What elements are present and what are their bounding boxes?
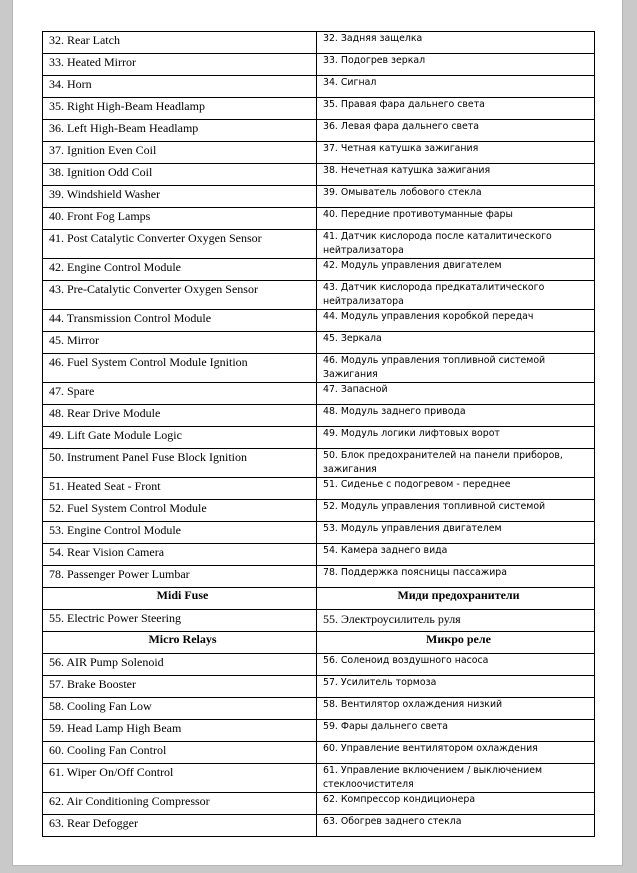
fuse-name-ru bbox=[317, 383, 595, 405]
fuse-name-ru-text: 53. Модуль управления двигателем bbox=[323, 523, 502, 534]
fuse-name-ru bbox=[317, 405, 595, 427]
fuse-name-ru bbox=[317, 522, 595, 544]
table-row bbox=[43, 815, 595, 837]
fuse-name-en: 50. Instrument Panel Fuse Block Ignition bbox=[43, 449, 317, 478]
table-row bbox=[43, 478, 595, 500]
table-row bbox=[43, 259, 595, 281]
table-row bbox=[43, 764, 595, 793]
fuse-name-ru bbox=[317, 281, 595, 310]
fuse-name-ru-text: 59. Фары дальнего света bbox=[323, 721, 448, 732]
fuse-name-en: 32. Rear Latch bbox=[43, 32, 317, 54]
fuse-name-en: 57. Brake Booster bbox=[43, 676, 317, 698]
fuse-name-en: 53. Engine Control Module bbox=[43, 522, 317, 544]
table-row bbox=[43, 742, 595, 764]
fuse-name-ru bbox=[317, 676, 595, 698]
table-row bbox=[43, 54, 595, 76]
fuse-table bbox=[42, 31, 595, 837]
table-row bbox=[43, 98, 595, 120]
section-title-ru bbox=[317, 632, 595, 654]
fuse-name-ru-text: 56. Соленоид воздушного насоса bbox=[323, 655, 489, 666]
section-title-en: Micro Relays bbox=[43, 632, 317, 654]
table-row bbox=[43, 720, 595, 742]
fuse-name-en: 35. Right High-Beam Headlamp bbox=[43, 98, 317, 120]
fuse-name-ru-text: 52. Модуль управления топливной системой bbox=[323, 501, 546, 512]
table-row bbox=[43, 120, 595, 142]
document-page bbox=[12, 0, 623, 866]
fuse-name-ru-text: 54. Камера заднего вида bbox=[323, 545, 448, 556]
fuse-name-ru bbox=[317, 815, 595, 837]
table-row bbox=[43, 32, 595, 54]
fuse-name-ru-text: 49. Модуль логики лифтовых ворот bbox=[323, 428, 500, 439]
fuse-name-ru-text: 36. Левая фара дальнего света bbox=[323, 121, 479, 132]
fuse-name-ru bbox=[317, 310, 595, 332]
fuse-name-ru-text: 50. Блок предохранителей на панели приборов, зажигания bbox=[323, 450, 563, 475]
table-row bbox=[43, 676, 595, 698]
fuse-name-en: 78. Passenger Power Lumbar bbox=[43, 566, 317, 588]
fuse-name-en: 44. Transmission Control Module bbox=[43, 310, 317, 332]
fuse-name-ru-text: 37. Четная катушка зажигания bbox=[323, 143, 479, 154]
table-row bbox=[43, 383, 595, 405]
fuse-name-ru bbox=[317, 332, 595, 354]
fuse-name-ru-text: 42. Модуль управления двигателем bbox=[323, 260, 502, 271]
fuse-name-en: 54. Rear Vision Camera bbox=[43, 544, 317, 566]
fuse-name-ru bbox=[317, 32, 595, 54]
section-title-en: Midi Fuse bbox=[43, 588, 317, 610]
table-row bbox=[43, 405, 595, 427]
fuse-name-ru bbox=[317, 742, 595, 764]
fuse-name-ru-text: 43. Датчик кислорода предкаталитического нейтрализатора bbox=[323, 282, 545, 307]
table-row bbox=[43, 610, 595, 632]
table-row bbox=[43, 164, 595, 186]
fuse-name-ru bbox=[317, 544, 595, 566]
table-row bbox=[43, 310, 595, 332]
fuse-name-ru-text: 47. Запасной bbox=[323, 384, 388, 395]
fuse-name-en: 63. Rear Defogger bbox=[43, 815, 317, 837]
table-row bbox=[43, 208, 595, 230]
fuse-name-ru-text: 63. Обогрев заднего стекла bbox=[323, 816, 462, 827]
fuse-name-en: 46. Fuel System Control Module Ignition bbox=[43, 354, 317, 383]
fuse-name-en: 51. Heated Seat - Front bbox=[43, 478, 317, 500]
fuse-name-en: 34. Horn bbox=[43, 76, 317, 98]
fuse-name-en: 55. Electric Power Steering bbox=[43, 610, 317, 632]
table-row bbox=[43, 332, 595, 354]
fuse-name-ru-text: 60. Управление вентилятором охлаждения bbox=[323, 743, 538, 754]
fuse-name-en: 52. Fuel System Control Module bbox=[43, 500, 317, 522]
table-row bbox=[43, 142, 595, 164]
section-header-row bbox=[43, 632, 595, 654]
fuse-name-ru bbox=[317, 230, 595, 259]
table-row bbox=[43, 427, 595, 449]
fuse-name-ru-text: 39. Омыватель лобового стекла bbox=[323, 187, 482, 198]
fuse-name-en: 40. Front Fog Lamps bbox=[43, 208, 317, 230]
table-row bbox=[43, 76, 595, 98]
fuse-name-ru bbox=[317, 566, 595, 588]
fuse-name-ru bbox=[317, 76, 595, 98]
fuse-table-body bbox=[43, 32, 595, 837]
fuse-name-ru bbox=[317, 98, 595, 120]
fuse-name-en: 61. Wiper On/Off Control bbox=[43, 764, 317, 793]
fuse-name-ru-text: 48. Модуль заднего привода bbox=[323, 406, 466, 417]
fuse-name-en: 47. Spare bbox=[43, 383, 317, 405]
table-row bbox=[43, 186, 595, 208]
fuse-name-en: 60. Cooling Fan Control bbox=[43, 742, 317, 764]
fuse-name-ru bbox=[317, 764, 595, 793]
fuse-name-ru bbox=[317, 354, 595, 383]
table-row bbox=[43, 522, 595, 544]
fuse-name-ru-text: 38. Нечетная катушка зажигания bbox=[323, 165, 491, 176]
fuse-name-ru-text: 61. Управление включением / выключением стеклоочистителя bbox=[323, 765, 543, 790]
fuse-name-ru bbox=[317, 164, 595, 186]
fuse-name-ru-text: 51. Сиденье с подогревом - переднее bbox=[323, 479, 511, 490]
fuse-name-en: 58. Cooling Fan Low bbox=[43, 698, 317, 720]
fuse-name-ru bbox=[317, 120, 595, 142]
fuse-name-ru-text: 40. Передние противотуманные фары bbox=[323, 209, 513, 220]
fuse-name-ru bbox=[317, 793, 595, 815]
table-row bbox=[43, 281, 595, 310]
fuse-name-ru-text: 35. Правая фара дальнего света bbox=[323, 99, 485, 110]
table-row bbox=[43, 230, 595, 259]
fuse-name-ru-text: 62. Компрессор кондиционера bbox=[323, 794, 476, 805]
table-row bbox=[43, 566, 595, 588]
table-row bbox=[43, 654, 595, 676]
fuse-name-en: 33. Heated Mirror bbox=[43, 54, 317, 76]
fuse-name-ru bbox=[317, 500, 595, 522]
fuse-name-ru-text: 44. Модуль управления коробкой передач bbox=[323, 311, 534, 322]
fuse-name-ru-text: 45. Зеркала bbox=[323, 333, 382, 344]
fuse-name-en: 49. Lift Gate Module Logic bbox=[43, 427, 317, 449]
table-row bbox=[43, 698, 595, 720]
fuse-name-ru bbox=[317, 427, 595, 449]
fuse-name-ru bbox=[317, 654, 595, 676]
fuse-name-ru-text: 34. Сигнал bbox=[323, 77, 377, 88]
fuse-name-en: 62. Air Conditioning Compressor bbox=[43, 793, 317, 815]
fuse-name-ru-text: 46. Модуль управления топливной системой Зажигания bbox=[323, 355, 546, 380]
table-row bbox=[43, 544, 595, 566]
fuse-name-ru bbox=[317, 449, 595, 478]
fuse-name-ru-text: Микро реле bbox=[426, 632, 491, 646]
fuse-name-ru-text: 33. Подогрев зеркал bbox=[323, 55, 426, 66]
fuse-name-en: 43. Pre-Catalytic Converter Oxygen Sensor bbox=[43, 281, 317, 310]
section-header-row bbox=[43, 588, 595, 610]
fuse-name-ru bbox=[317, 54, 595, 76]
fuse-name-ru bbox=[317, 208, 595, 230]
fuse-name-en: 48. Rear Drive Module bbox=[43, 405, 317, 427]
fuse-name-ru bbox=[317, 698, 595, 720]
fuse-name-en: 56. AIR Pump Solenoid bbox=[43, 654, 317, 676]
table-row bbox=[43, 449, 595, 478]
table-row bbox=[43, 354, 595, 383]
fuse-name-ru-text: 55. Электроусилитель руля bbox=[323, 612, 461, 626]
fuse-name-ru bbox=[317, 186, 595, 208]
fuse-name-ru-text: 58. Вентилятор охлаждения низкий bbox=[323, 699, 503, 710]
fuse-name-ru-text: 41. Датчик кислорода после каталитического нейтрализатора bbox=[323, 231, 552, 256]
fuse-name-en: 38. Ignition Odd Coil bbox=[43, 164, 317, 186]
table-row bbox=[43, 793, 595, 815]
fuse-name-ru bbox=[317, 478, 595, 500]
fuse-name-en: 41. Post Catalytic Converter Oxygen Sensor bbox=[43, 230, 317, 259]
fuse-name-en: 37. Ignition Even Coil bbox=[43, 142, 317, 164]
fuse-name-ru bbox=[317, 142, 595, 164]
fuse-name-ru bbox=[317, 720, 595, 742]
table-row bbox=[43, 500, 595, 522]
fuse-name-en: 42. Engine Control Module bbox=[43, 259, 317, 281]
fuse-name-en: 39. Windshield Washer bbox=[43, 186, 317, 208]
fuse-name-ru-text: 78. Поддержка поясницы пассажира bbox=[323, 567, 507, 578]
fuse-name-ru-text: 32. Задняя защелка bbox=[323, 33, 423, 44]
fuse-name-ru bbox=[317, 259, 595, 281]
fuse-name-en: 45. Mirror bbox=[43, 332, 317, 354]
fuse-name-ru bbox=[317, 610, 595, 632]
fuse-name-en: 36. Left High-Beam Headlamp bbox=[43, 120, 317, 142]
fuse-name-ru-text: 57. Усилитель тормоза bbox=[323, 677, 437, 688]
fuse-name-en: 59. Head Lamp High Beam bbox=[43, 720, 317, 742]
fuse-name-ru-text: Миди предохранители bbox=[397, 588, 520, 602]
section-title-ru bbox=[317, 588, 595, 610]
